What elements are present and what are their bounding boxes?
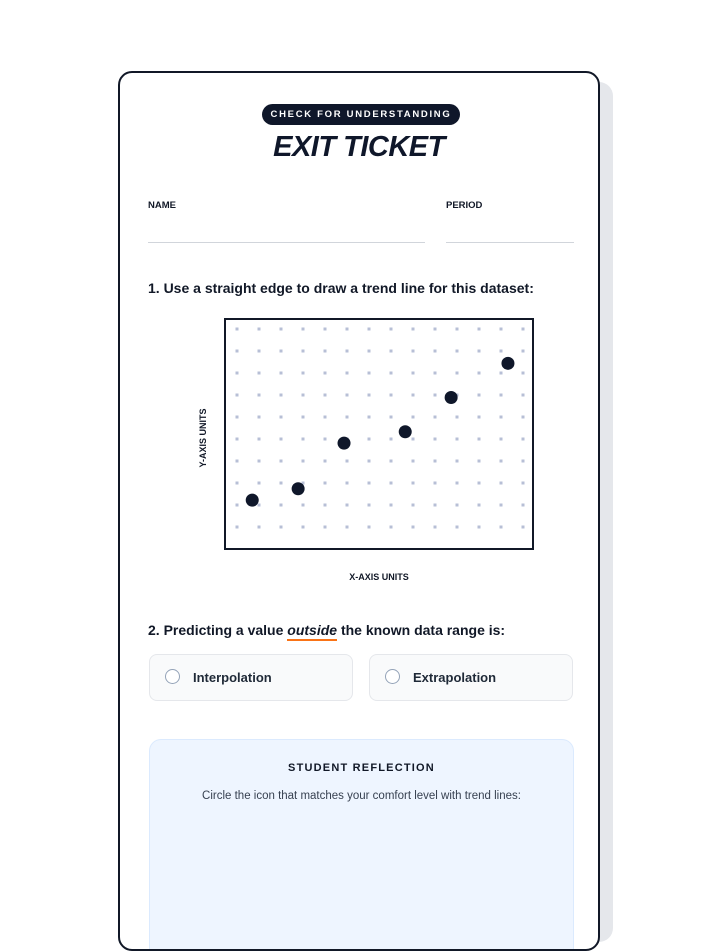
grid-dot: [390, 504, 393, 507]
grid-dot: [280, 482, 283, 485]
grid-dot: [302, 460, 305, 463]
grid-dot: [522, 526, 525, 529]
grid-dot: [434, 460, 437, 463]
data-point-1: [246, 494, 259, 507]
grid-dot: [522, 350, 525, 353]
grid-dot: [346, 526, 349, 529]
grid-dot: [390, 350, 393, 353]
data-point-2: [292, 482, 305, 495]
grid-dot: [434, 438, 437, 441]
grid-dot: [478, 394, 481, 397]
grid-dot: [280, 438, 283, 441]
grid-dot: [434, 504, 437, 507]
grid-dot: [456, 328, 459, 331]
grid-dot: [346, 416, 349, 419]
grid-dot: [434, 526, 437, 529]
grid-dot: [346, 372, 349, 375]
question-2-emphasis: outside: [287, 622, 337, 641]
grid-dot: [236, 482, 239, 485]
grid-dot: [500, 416, 503, 419]
grid-dot: [346, 350, 349, 353]
grid-dot: [478, 504, 481, 507]
scatter-plot[interactable]: [224, 318, 534, 550]
grid-dot: [478, 350, 481, 353]
grid-dot: [478, 438, 481, 441]
grid-dot: [500, 526, 503, 529]
grid-dot: [324, 350, 327, 353]
grid-dot: [258, 438, 261, 441]
grid-dot: [346, 394, 349, 397]
grid-dot: [368, 504, 371, 507]
grid-dot: [412, 482, 415, 485]
grid-dot: [302, 438, 305, 441]
grid-dot: [368, 482, 371, 485]
grid-dot: [522, 372, 525, 375]
grid-dot: [236, 438, 239, 441]
grid-dot: [258, 526, 261, 529]
grid-dot: [236, 526, 239, 529]
grid-dot: [456, 460, 459, 463]
grid-dot: [522, 416, 525, 419]
grid-dot: [280, 460, 283, 463]
grid-dot: [522, 394, 525, 397]
grid-dot: [456, 350, 459, 353]
name-label: NAME: [148, 200, 176, 211]
grid-dot: [368, 350, 371, 353]
grid-dot: [500, 372, 503, 375]
grid-dot: [346, 482, 349, 485]
grid-dot: [390, 372, 393, 375]
grid-dot: [280, 526, 283, 529]
option-extrapolation-label: Extrapolation: [413, 670, 497, 685]
data-point-3: [338, 437, 351, 450]
grid-dot: [302, 350, 305, 353]
grid-dot: [324, 372, 327, 375]
grid-dot: [236, 394, 239, 397]
grid-dot: [302, 372, 305, 375]
grid-dot: [456, 526, 459, 529]
grid-dot: [324, 460, 327, 463]
grid-dot: [434, 482, 437, 485]
grid-dot: [478, 416, 481, 419]
grid-dot: [236, 350, 239, 353]
grid-dot: [478, 328, 481, 331]
grid-dot: [500, 482, 503, 485]
option-extrapolation[interactable]: [369, 654, 573, 701]
grid-dot: [258, 394, 261, 397]
grid-dot: [478, 526, 481, 529]
grid-dot: [434, 328, 437, 331]
grid-dot: [412, 526, 415, 529]
grid-dot: [368, 460, 371, 463]
grid-dot: [324, 504, 327, 507]
grid-dot: [324, 416, 327, 419]
grid-dot: [500, 460, 503, 463]
grid-dot: [236, 328, 239, 331]
grid-dot: [302, 328, 305, 331]
grid-dot: [412, 372, 415, 375]
data-point-5: [445, 391, 458, 404]
question-2-text-after: the known data range is:: [337, 622, 506, 638]
grid-dot: [412, 328, 415, 331]
grid-dot: [390, 416, 393, 419]
grid-dot: [302, 394, 305, 397]
grid-dot: [390, 460, 393, 463]
grid-dot: [412, 416, 415, 419]
student-reflection-panel: [149, 739, 574, 951]
grid-dot: [258, 350, 261, 353]
grid-dot: [324, 394, 327, 397]
grid-dot: [258, 482, 261, 485]
name-field[interactable]: [148, 242, 425, 243]
grid-dot: [346, 460, 349, 463]
grid-dot: [456, 438, 459, 441]
grid-dot: [280, 394, 283, 397]
period-field[interactable]: [446, 242, 574, 243]
period-label: PERIOD: [446, 200, 483, 211]
grid-dot: [500, 350, 503, 353]
data-point-4: [399, 425, 412, 438]
grid-dot: [412, 460, 415, 463]
page-title: EXIT TICKET: [273, 131, 445, 163]
grid-dot: [522, 504, 525, 507]
grid-dot: [258, 504, 261, 507]
grid-dot: [324, 526, 327, 529]
grid-dot: [456, 482, 459, 485]
check-for-understanding-badge: CHECK FOR UNDERSTANDING: [262, 104, 460, 125]
grid-dot: [236, 372, 239, 375]
grid-dot: [324, 328, 327, 331]
question-1: 1. Use a straight edge to draw a trend line for this dataset:: [148, 280, 534, 296]
grid-dot: [390, 394, 393, 397]
grid-dot: [280, 504, 283, 507]
grid-dot: [258, 460, 261, 463]
radio-interpolation[interactable]: [165, 669, 180, 684]
grid-dot: [368, 328, 371, 331]
grid-dot: [478, 372, 481, 375]
grid-dot: [412, 438, 415, 441]
grid-dot: [390, 438, 393, 441]
grid-dot: [412, 394, 415, 397]
grid-dot: [236, 460, 239, 463]
grid-dot: [280, 416, 283, 419]
grid-dot: [368, 416, 371, 419]
grid-dot: [302, 504, 305, 507]
grid-dot: [302, 416, 305, 419]
grid-dot: [500, 438, 503, 441]
grid-dot: [456, 504, 459, 507]
data-point-6: [501, 357, 514, 370]
radio-extrapolation[interactable]: [385, 669, 400, 684]
grid-dot: [522, 482, 525, 485]
option-interpolation-label: Interpolation: [193, 670, 272, 685]
grid-dot: [236, 504, 239, 507]
grid-dot: [390, 482, 393, 485]
grid-dot: [434, 416, 437, 419]
question-2-text-before: 2. Predicting a value: [148, 622, 288, 638]
grid-dot: [500, 328, 503, 331]
grid-dot: [412, 350, 415, 353]
reflection-title: STUDENT REFLECTION: [288, 762, 435, 774]
grid-dot: [522, 438, 525, 441]
grid-dot: [368, 372, 371, 375]
grid-dot: [500, 394, 503, 397]
x-axis-label: X-AXIS UNITS: [349, 572, 409, 582]
grid-dot: [280, 350, 283, 353]
grid-dot: [324, 482, 327, 485]
grid-dot: [368, 438, 371, 441]
grid-dot: [478, 482, 481, 485]
grid-dot: [434, 350, 437, 353]
grid-dot: [302, 526, 305, 529]
grid-dot: [390, 328, 393, 331]
scatter-plot-svg: [226, 320, 532, 548]
grid-dot: [280, 328, 283, 331]
grid-dot: [478, 460, 481, 463]
grid-dot: [368, 526, 371, 529]
grid-dot: [346, 504, 349, 507]
grid-dot: [258, 328, 261, 331]
grid-dot: [280, 372, 283, 375]
grid-dot: [346, 328, 349, 331]
grid-dot: [434, 372, 437, 375]
grid-dot: [412, 504, 415, 507]
grid-dot: [390, 526, 393, 529]
grid-dot: [258, 372, 261, 375]
grid-dot: [324, 438, 327, 441]
grid-dot: [434, 394, 437, 397]
question-2: [148, 622, 505, 638]
option-interpolation[interactable]: [149, 654, 353, 701]
grid-dot: [522, 460, 525, 463]
reflection-instructions: Circle the icon that matches your comfort level with trend lines:: [202, 790, 521, 802]
grid-dot: [522, 328, 525, 331]
y-axis-label: Y-AXIS UNITS: [198, 408, 208, 468]
grid-dot: [368, 394, 371, 397]
grid-dot: [456, 416, 459, 419]
exit-ticket-card: [118, 71, 600, 951]
grid-dot: [456, 372, 459, 375]
grid-dot: [236, 416, 239, 419]
grid-dot: [500, 504, 503, 507]
grid-dot: [258, 416, 261, 419]
